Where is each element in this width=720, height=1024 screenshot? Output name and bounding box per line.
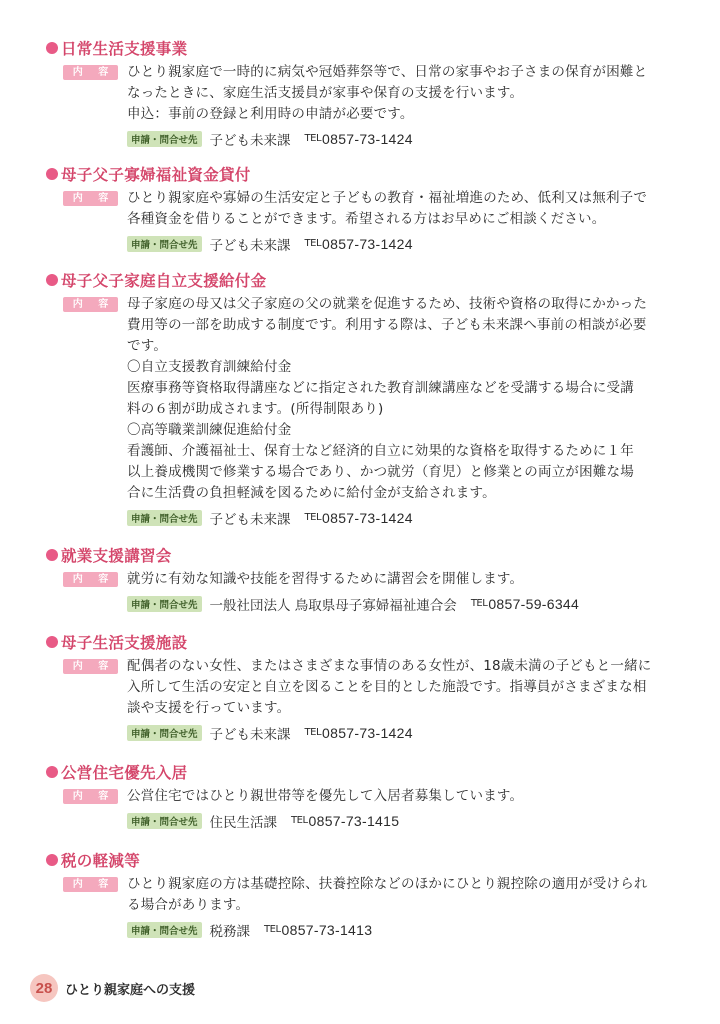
section-title: 就業支援講習会 [46,543,686,567]
contact-row [127,507,686,528]
section-independence-benefit [46,268,686,528]
bullet-icon [46,274,58,286]
body-line: なったときに、家庭生活支援員が家事や保育の支援を行います。 [127,85,524,101]
section-title: 母子生活支援施設 [46,630,686,654]
sub-item-line: 医療事務等資格取得講座などに指定された教育訓練講座などを受講する場合に受講 [127,380,634,396]
bullet-icon [46,549,58,561]
contact-label: 申請・問合せ先 [127,236,202,252]
page-number: 28 [30,974,58,1002]
section-title: 母子父子寡婦福祉資金貸付 [46,162,686,186]
contact-label: 申請・問合せ先 [127,725,202,741]
phone-number[interactable]: 0857-73-1424 [322,509,413,526]
phone-number[interactable]: 0857-73-1424 [322,130,413,147]
content-label: 内 容 [63,572,118,587]
section-title: 日常生活支援事業 [46,36,686,60]
body-line: 各種資金を借りることができます。希望される方はお早めにご相談ください。 [127,211,606,227]
content-label: 内 容 [63,789,118,804]
body-line: 配偶者のない女性、またはさまざまな事情のある女性が、18歳未満の子どもと一緒に [127,658,652,674]
tel-prefix: TEL [264,924,281,935]
body-line: 申込：事前の登録と利用時の申請が必要です。 [127,106,414,122]
content-body [127,569,686,590]
section-daily-life-support [46,36,686,149]
department: 子ども未来課 [209,132,291,149]
phone-number[interactable]: 0857-73-1424 [322,724,413,741]
section-tax-reduction [46,848,686,940]
bullet-icon [46,168,58,180]
sub-item-line: 料の６割が助成されます。(所得制限あり) [127,401,384,417]
contact-row [127,128,686,149]
content-row [46,656,686,719]
contact-row [127,810,686,831]
contact-label: 申請・問合せ先 [127,131,202,147]
content-label: 内 容 [63,877,118,892]
content-label: 内 容 [63,297,118,312]
contact-row [127,919,686,940]
contact-label: 申請・問合せ先 [127,596,202,612]
section-mother-child-facility [46,630,686,743]
section-title: 公営住宅優先入居 [46,760,686,784]
content-row [46,62,686,125]
contact-label: 申請・問合せ先 [127,922,202,938]
phone-number[interactable]: 0857-73-1415 [308,812,400,829]
body-line: ひとり親家庭で一時的に病気や冠婚葬祭等で、日常の家事やお子さまの保育が困難と [127,64,648,80]
content-row [46,569,686,590]
body-line: です。 [127,338,168,354]
department: 子ども未来課 [209,726,291,743]
department: 子ども未来課 [209,511,291,528]
bullet-icon [46,854,58,866]
section-welfare-loan [46,162,686,254]
section-title: 母子父子家庭自立支援給付金 [46,268,686,292]
page-footer [30,974,195,1002]
contact-row [127,722,686,743]
sub-item-line: 合に生活費の負担軽減を図るために給付金が支給されます。 [127,485,496,501]
body-line: る場合があります。 [127,897,250,913]
tel-prefix: TEL [304,727,322,738]
section-public-housing [46,760,686,831]
sub-item-heading: 〇高等職業訓練促進給付金 [127,422,292,438]
content-body [127,188,686,230]
section-title: 税の軽減等 [46,848,686,872]
content-label: 内 容 [63,65,118,80]
content-row [46,874,686,916]
body-line: 就労に有効な知識や技能を習得するために講習会を開催します。 [127,571,524,587]
sub-item-heading: 〇自立支援教育訓練給付金 [127,359,292,375]
phone-number[interactable]: 0857-73-1424 [322,235,413,252]
contact-row [127,593,686,614]
body-line: ひとり親家庭や寡婦の生活安定と子どもの教育・福祉増進のため、低利又は無利子で [127,190,648,206]
body-line: 費用等の一部を助成する制度です。利用する際は、子ども未来課へ事前の相談が必要 [127,317,647,333]
contact-label: 申請・問合せ先 [127,510,202,526]
phone-number[interactable]: 0857-73-1413 [281,921,373,938]
body-line: 談や支援を行っています。 [127,700,291,716]
content-row [46,294,686,504]
department: 住民生活課 [209,814,278,831]
content-body [127,62,686,125]
tel-prefix: TEL [304,512,322,523]
sub-item-line: 以上養成機関で修業する場合であり、かつ就労（育児）と修業との両立が困難な場 [127,464,634,480]
body-line: ひとり親家庭の方は基礎控除、扶養控除などのほかにひとり親控除の適用が受けられ [127,876,648,892]
content-row [46,188,686,230]
department: 子ども未来課 [209,237,291,254]
bullet-icon [46,766,58,778]
body-line: 公営住宅ではひとり親世帯等を優先して入居者募集しています。 [127,788,524,804]
body-line: 母子家庭の母又は父子家庭の父の就業を促進するため、技術や資格の取得にかかった [127,296,648,312]
bullet-icon [46,42,58,54]
tel-prefix: TEL [304,238,322,249]
content-label: 内 容 [63,191,118,206]
tel-prefix: TEL [470,598,488,609]
content-body [127,656,686,719]
contact-label: 申請・問合せ先 [127,813,202,829]
body-line: 入所して生活の安定と自立を図ることを目的とした施設です。指導員がさまざまな相 [127,679,647,695]
contact-row [127,233,686,254]
tel-prefix: TEL [304,133,322,144]
content-body [127,294,686,504]
content-row [46,786,686,807]
footer-title: ひとり親家庭への支援 [65,982,196,998]
phone-number[interactable]: 0857-59-6344 [488,595,580,612]
content-body [127,786,686,807]
department: 一般社団法人 鳥取県母子寡婦福祉連合会 [209,597,457,614]
content-label: 内 容 [63,659,118,674]
sub-item-line: 看護師、介護福祉士、保育士など経済的自立に効果的な資格を取得するために１年 [127,443,634,459]
tel-prefix: TEL [291,815,308,826]
bullet-icon [46,636,58,648]
department: 税務課 [209,923,251,940]
content-body [127,874,686,916]
section-employment-seminar [46,543,686,614]
